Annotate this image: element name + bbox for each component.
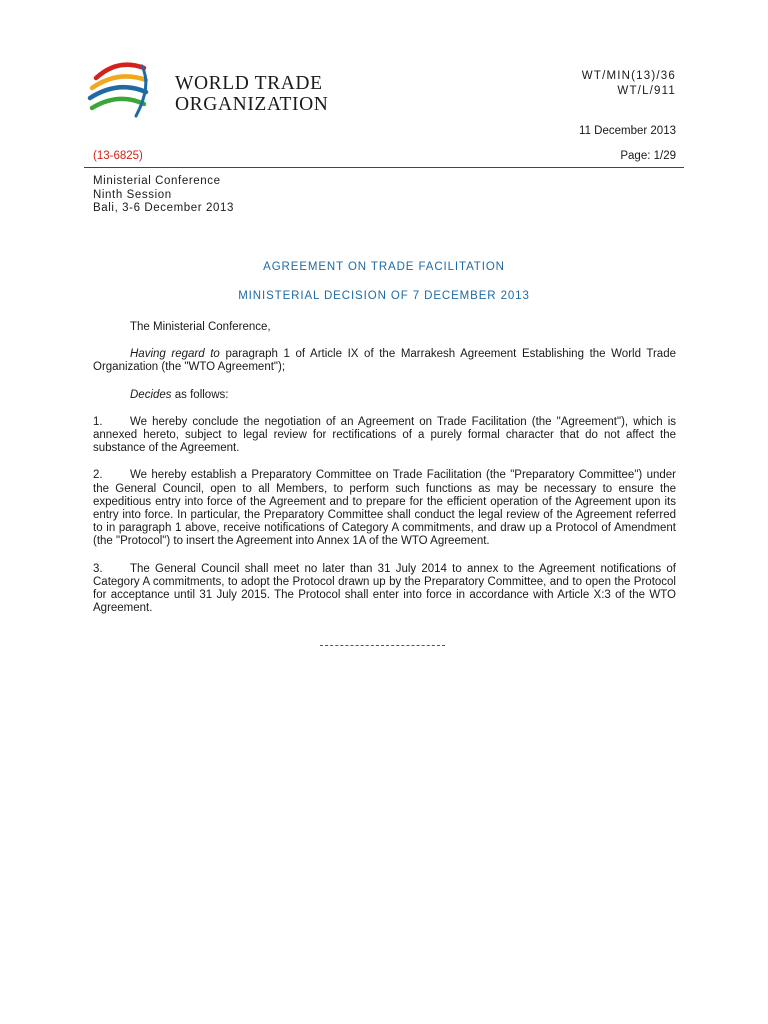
meeting-line-1: Ministerial Conference (93, 175, 221, 187)
paragraph-1-text: We hereby conclude the negotiation of an Agreement on Trade Facilitation (the "Agreement"), which is annexed hereto, subject to legal review for rectifications of a purely formal character that do not affect the substance of the Agreement. (93, 415, 676, 455)
paragraph-2 (93, 469, 676, 548)
having-regard-text: paragraph 1 of Article IX of the Marrakesh Agreement Establishing the World Trade Organization (the "WTO Agreement"); (93, 348, 676, 374)
decides-paragraph (93, 389, 676, 402)
decides-text: as follows: (171, 388, 229, 401)
document-subtitle: MINISTERIAL DECISION OF 7 DECEMBER 2013 (238, 290, 530, 302)
document-date: 11 December 2013 (579, 125, 676, 137)
paragraph-2-text: We hereby establish a Preparatory Committee on Trade Facilitation (the "Preparatory Committee") under the General Council, open to all Members, to perform such functions as may be necessary to ensure the expeditious entry into force of the Agreement and to prepare for the efficient operation of the Agreement upon its entry into force. In particular, the Preparatory Committee shall conduct the legal review of the Agreement referred to in paragraph 1 above, receive notifications of Category A commitments, and draw up a Protocol of Amendment (the "Protocol") to insert the Agreement into Annex 1A of the WTO Agreement. (93, 469, 676, 548)
document-codes (582, 69, 676, 99)
wto-logo-icon (84, 58, 154, 122)
paragraph-1 (93, 416, 676, 456)
document-title: AGREEMENT ON TRADE FACILITATION (263, 261, 505, 273)
end-of-document-line (320, 645, 445, 647)
having-regard-emphasis: Having regard to (130, 348, 220, 361)
having-regard-paragraph (93, 348, 676, 374)
paragraph-3-number: 3. (93, 562, 103, 575)
doc-code-1: WT/MIN(13)/36 (581, 70, 676, 82)
meeting-line-3: Bali, 3-6 December 2013 (93, 202, 235, 214)
doc-code-2: WT/L/911 (617, 85, 676, 97)
paragraph-2-number: 2. (93, 469, 103, 482)
reference-number: (13-6825) (93, 150, 143, 162)
meeting-line-2: Ninth Session (93, 188, 172, 201)
opening-line: The Ministerial Conference, (130, 321, 271, 333)
page-number: Page: 1/29 (620, 150, 676, 162)
header-divider (84, 167, 684, 168)
org-name-line2: ORGANIZATION (175, 94, 329, 115)
org-name-line1: WORLD TRADE (175, 73, 323, 94)
document-body (93, 321, 676, 629)
paragraph-1-number: 1. (93, 415, 103, 428)
paragraph-3-text: The General Council shall meet no later than 31 July 2014 to annex to the Agreement notifications of Category A commitments, to adopt the Protocol drawn up by the Preparatory Committee, and to open the Protocol for acceptance until 31 July 2015. The Protocol shall enter into force in accordance with Article X:3 of the WTO Agreement. (93, 562, 676, 615)
organization-name (175, 73, 328, 115)
paragraph-3 (93, 563, 676, 616)
decides-emphasis: Decides (130, 388, 172, 401)
meeting-info (93, 175, 234, 216)
